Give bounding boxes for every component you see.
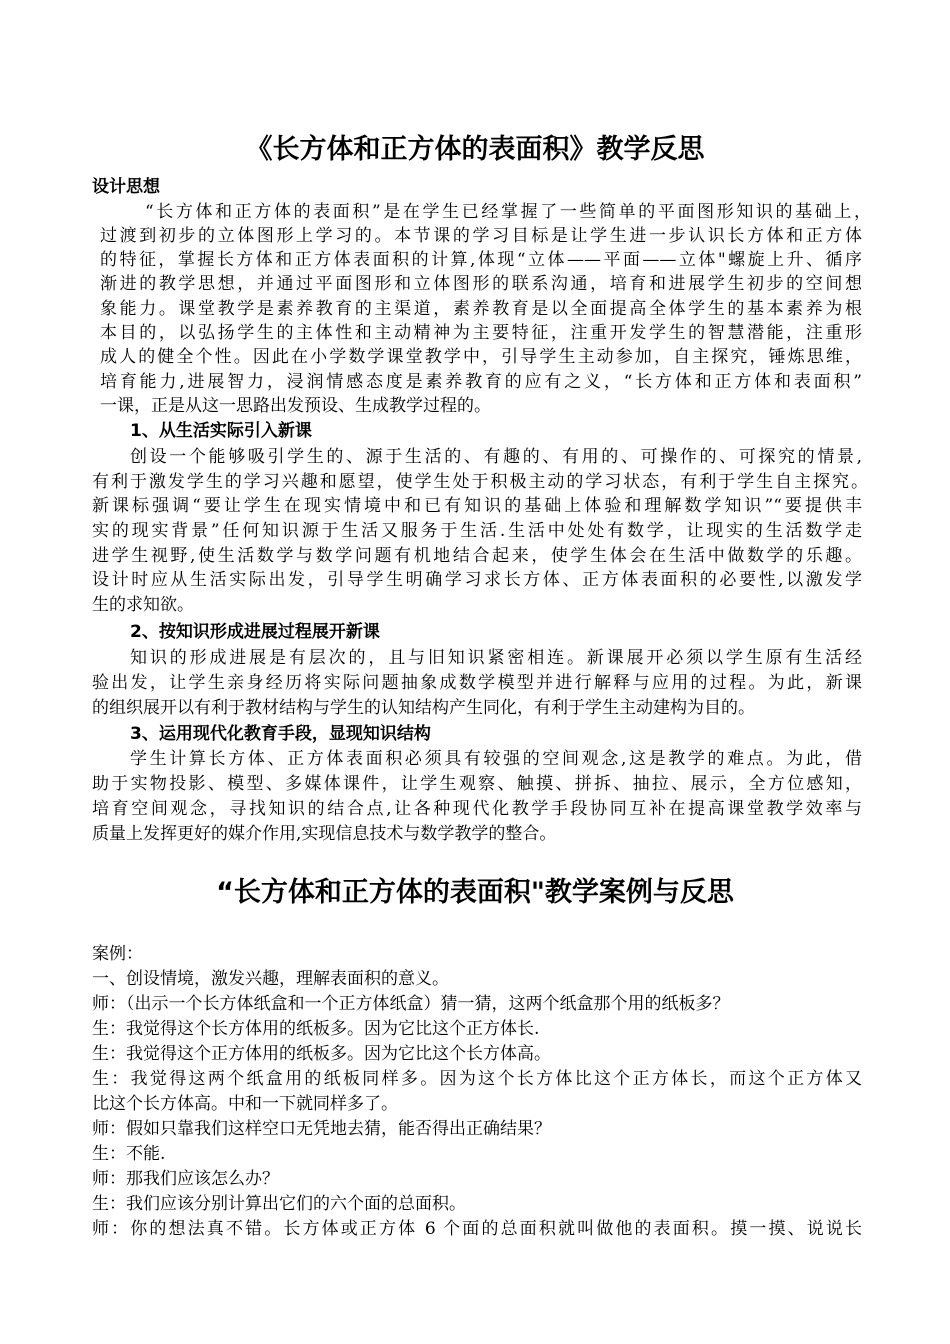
section-heading-2: 2、按知识形成进展过程展开新课 xyxy=(130,622,380,642)
text-line: 师：你的想法真不错。长方体或正方体 6 个面的总面积就叫做他的表面积。摸一摸、说说长 xyxy=(92,1219,862,1239)
text-line: 一、创设情境，激发兴趣，理解表面积的意义。 xyxy=(92,969,449,989)
text-line: 案例： xyxy=(92,944,143,964)
text-line: 生：我觉得这两个纸盒用的纸板同样多。因为这个长方体比这个正方体长，而这个正方体又 xyxy=(92,1069,862,1089)
text-line: 生的求知欲。 xyxy=(92,595,194,615)
text-line: 师：（出示一个长方体纸盒和一个正方体纸盒）猜一猜，这两个纸盒那个用的纸板多？ xyxy=(92,994,730,1014)
text-line: 学生计算长方体、正方体表面积必须具有较强的空间观念,这是教学的难点。为此，借 xyxy=(130,749,862,769)
text-line: 成人的健全个性。因此在小学数学课堂教学中，引导学生主动参加，自主探究，锤炼思维， xyxy=(100,347,862,367)
text-line: 验出发，让学生亲身经历将实际问题抽象成数学模型并进行解释与应用的过程。为此，新课 xyxy=(92,673,862,693)
text-line: 生：不能. xyxy=(92,1144,166,1164)
text-line: 助于实物投影、模型、多媒体课件，让学生观察、触摸、拼拆、抽拉、展示，全方位感知， xyxy=(92,774,862,794)
text-line: 的组织展开以有利于教材结构与学生的认知结构产生同化，有利于学生主动建构为目的。 xyxy=(92,698,755,718)
text-line: 生：我觉得这个正方体用的纸板多。因为它比这个长方体高。 xyxy=(92,1044,551,1064)
text-line: 创设一个能够吸引学生的、源于生活的、有趣的、有用的、可操作的、可探究的情景, xyxy=(130,447,862,467)
text-line: 实的现实背景”任何知识源于生活又服务于生活.生活中处处有数学，让现实的生活数学走 xyxy=(92,521,862,541)
text-line: 进学生视野,使生活数学与数学问题有机地结合起来，使学生体会在生活中做数学的乐趣。 xyxy=(92,546,862,566)
text-line: “长方体和正方体的表面积”是在学生已经掌握了一些简单的平面图形知识的基础上， xyxy=(145,202,871,222)
text-line: 象能力。课堂教学是素养教育的主渠道，素养教育是以全面提高全体学生的基本素养为根 xyxy=(100,299,862,319)
text-line: 生：我们应该分别计算出它们的六个面的总面积。 xyxy=(92,1194,466,1214)
page-title: 《长方体和正方体的表面积》教学反思 xyxy=(245,134,705,165)
section-heading-3: 3、运用现代化教育手段，显现知识结构 xyxy=(130,724,431,744)
text-line: 师：那我们应该怎么办？ xyxy=(92,1169,279,1189)
section-heading-1: 1、从生活实际引入新课 xyxy=(130,421,312,441)
text-line: 生：我觉得这个长方体用的纸板多。因为它比这个正方体长. xyxy=(92,1019,540,1039)
text-line: 有利于激发学生的学习兴趣和愿望，使学生处于积极主动的学习状态，有利于学生自主探究。 xyxy=(92,472,868,492)
text-line: 培育能力,进展智力，浸润情感态度是素养教育的应有之义，“长方体和正方体和表面积” xyxy=(100,372,862,392)
text-line: 本目的，以弘扬学生的主体性和主动精神为主要特征，注重开发学生的智慧潜能，注重形 xyxy=(100,323,862,343)
text-line: 比这个长方体高。中和一下就同样多了。 xyxy=(92,1094,398,1114)
text-line: 质量上发挥更好的媒介作用,实现信息技术与数学教学的整合。 xyxy=(92,824,557,844)
text-line: 设计时应从生活实际出发，引导学生明确学习求长方体、正方体表面积的必要性,以激发学 xyxy=(92,570,862,590)
text-line: 新课标强调“要让学生在现实情境中和已有知识的基础上体验和理解数学知识”“要提供丰 xyxy=(92,496,862,516)
text-line: 师：假如只靠我们这样空口无凭地去猜，能否得出正确结果？ xyxy=(92,1119,551,1139)
text-line: 的特征，掌握长方体和正方体表面积的计算,体现“立体——平面——立体"螺旋上升、循序 xyxy=(100,250,862,270)
text-line: 知识的形成进展是有层次的，且与旧知识紧密相连。新课展开必须以学生原有生活经 xyxy=(130,648,862,668)
text-line: 过渡到初步的立体图形上学习的。本节课的学习目标是让学生进一步认识长方体和正方体 xyxy=(100,226,862,246)
text-line: 一课，正是从这一思路出发预设、生成教学过程的。 xyxy=(100,396,491,416)
case-title: “长方体和正方体的表面积"教学案例与反思 xyxy=(216,877,734,908)
text-line: 培育空间观念，寻找知识的结合点,让各种现代化教学手段协同互补在提高课堂教学效率与 xyxy=(92,799,862,819)
design-heading: 设计思想 xyxy=(92,177,160,197)
text-line: 渐进的教学思想，并通过平面图形和立体图形的联系沟通，培育和进展学生初步的空间想 xyxy=(100,274,862,294)
